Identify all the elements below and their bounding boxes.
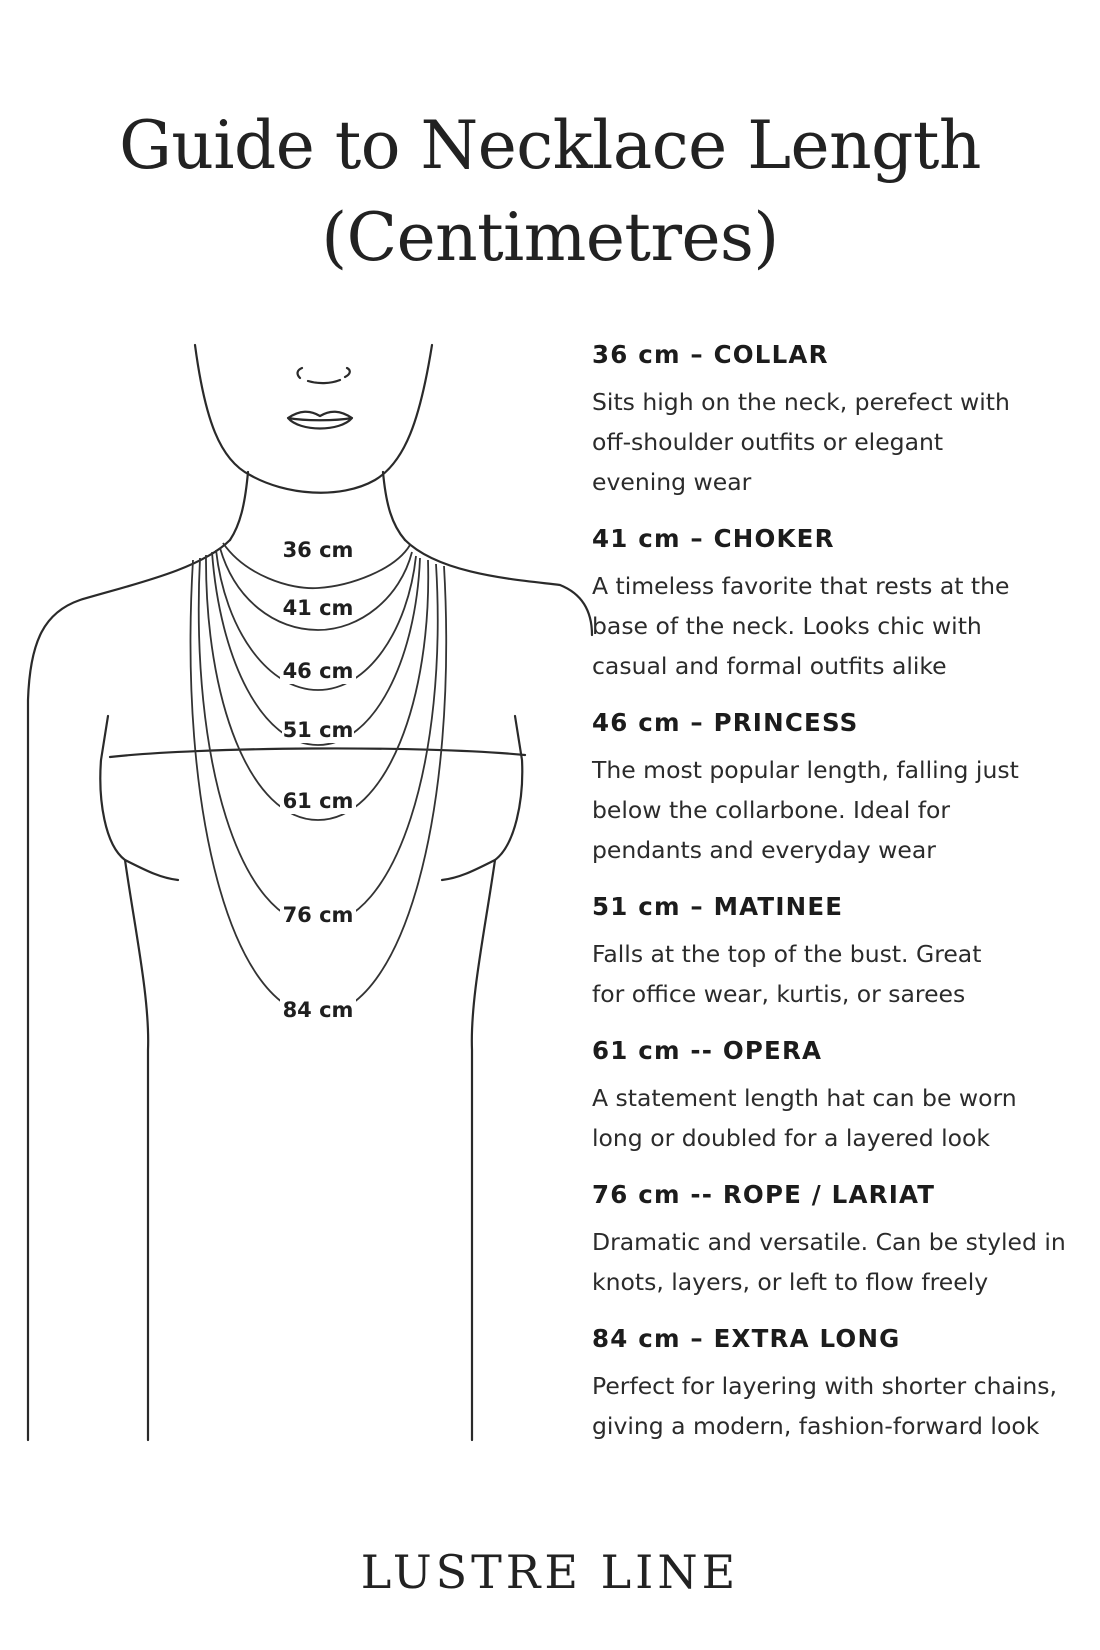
entry-description: Sits high on the neck, perefect with off-shoulder outfits or elegant evening wear — [592, 388, 1010, 496]
entry-description: Dramatic and versatile. Can be styled in knots, layers, or left to flow freely — [592, 1228, 1066, 1296]
left-bodice — [100, 716, 148, 1440]
title-line-1: Guide to Necklace Length — [119, 107, 981, 184]
right-underbust — [442, 860, 495, 880]
neck-right — [383, 472, 405, 540]
right-bodice — [472, 716, 522, 1440]
marker-76cm: 76 cm — [282, 903, 354, 927]
marker-46cm: 46 cm — [282, 659, 354, 683]
entry-title: 36 cm – COLLAR — [592, 340, 829, 369]
title-line-2: (Centimetres) — [321, 199, 779, 276]
entry-extra-long — [592, 1324, 1092, 1446]
face-outline — [195, 345, 432, 493]
length-guide-list — [592, 340, 1092, 1468]
entry-description: The most popular length, falling just below the collarbone. Ideal for pendants and everyday wear — [592, 756, 1019, 864]
marker-61cm: 61 cm — [282, 789, 354, 813]
entry-title: 51 cm – MATINEE — [592, 892, 844, 921]
marker-84cm: 84 cm — [282, 998, 354, 1022]
entry-title: 41 cm – CHOKER — [592, 524, 835, 553]
entry-matinee — [592, 892, 1092, 1014]
nose-icon — [298, 368, 350, 383]
entry-title: 84 cm – EXTRA LONG — [592, 1324, 901, 1353]
left-shoulder — [28, 540, 230, 1440]
brand-logo-text: LUSTRE LINE — [360, 1545, 740, 1599]
entry-title: 61 cm -- OPERA — [592, 1036, 823, 1065]
entry-description: A statement length hat can be worn long or doubled for a layered look — [592, 1084, 1017, 1152]
entry-title: 76 cm -- ROPE / LARIAT — [592, 1180, 936, 1209]
entry-collar — [592, 340, 1092, 502]
entry-description: Falls at the top of the bust. Great for office wear, kurtis, or sarees — [592, 940, 982, 1008]
entry-description: A timeless favorite that rests at the base of the neck. Looks chic with casual and formal outfits alike — [592, 572, 1010, 680]
entry-description: Perfect for layering with shorter chains, giving a modern, fashion-forward look — [592, 1372, 1057, 1440]
right-shoulder — [405, 540, 592, 635]
marker-41cm: 41 cm — [282, 596, 354, 620]
left-underbust — [125, 860, 178, 880]
entry-princess — [592, 708, 1092, 870]
entry-opera — [592, 1036, 1092, 1158]
bust-band — [110, 748, 525, 757]
marker-36cm: 36 cm — [282, 538, 354, 562]
entry-title: 46 cm – PRINCESS — [592, 708, 859, 737]
neck-left — [230, 472, 248, 540]
lips-icon — [288, 412, 352, 429]
entry-rope-lariat — [592, 1180, 1092, 1302]
entry-choker — [592, 524, 1092, 686]
marker-51cm: 51 cm — [282, 718, 354, 742]
